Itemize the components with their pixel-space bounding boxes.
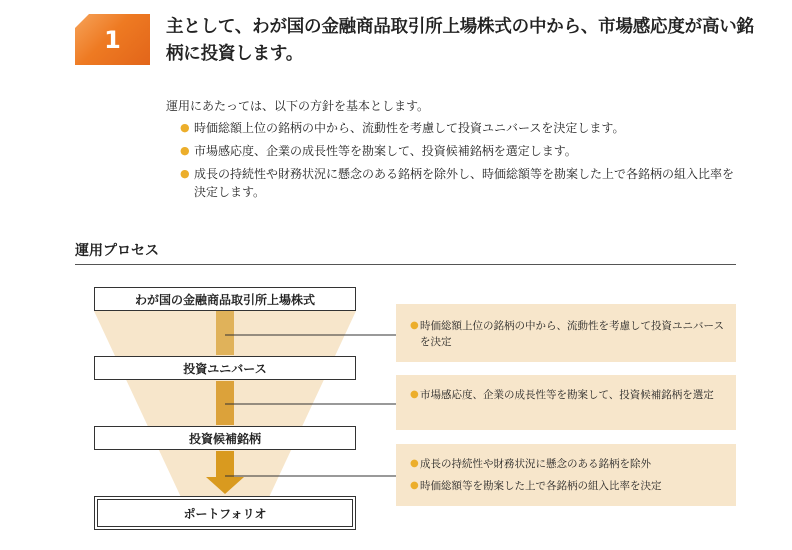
arrow-segment bbox=[216, 311, 234, 355]
process-note bbox=[396, 444, 736, 506]
note-text: 時価総額等を勘案した上で各銘柄の組入比率を決定 bbox=[420, 480, 662, 492]
bullet-dot-icon: ● bbox=[410, 480, 419, 491]
policy-text: 市場感応度、企業の成長性等を勘案して、投資候補銘柄を選定します。 bbox=[194, 144, 577, 158]
section-number: 1 bbox=[104, 25, 121, 54]
note-line bbox=[410, 387, 724, 403]
note-line bbox=[410, 318, 724, 350]
note-text: 市場感応度、企業の成長性等を勘案して、投資候補銘柄を選定 bbox=[420, 389, 714, 401]
policy-text: 時価総額上位の銘柄の中から、流動性を考慮して投資ユニバースを決定します。 bbox=[194, 121, 625, 135]
page-heading: 主として、わが国の金融商品取引所上場株式の中から、市場感応度が高い銘柄に投資します。 bbox=[166, 17, 754, 64]
arrow-segment bbox=[216, 451, 234, 477]
note-line bbox=[410, 478, 724, 494]
note-line bbox=[410, 456, 724, 472]
note-text: 成長の持続性や財務状況に懸念のある銘柄を除外 bbox=[420, 458, 651, 470]
section-title: 運用プロセス bbox=[75, 243, 159, 259]
process-note bbox=[396, 375, 736, 430]
stage-box: 投資候補銘柄 bbox=[94, 426, 356, 450]
stage-box: わが国の金融商品取引所上場株式 bbox=[94, 287, 356, 311]
intro-text: 運用にあたっては、以下の方針を基本とします。 bbox=[166, 99, 430, 113]
bullet-dot-icon: ● bbox=[410, 320, 419, 331]
bullet-dot-icon: ● bbox=[180, 121, 190, 134]
policy-text: 成長の持続性や財務状況に懸念のある銘柄を除外し、時価総額等を勘案した上で各銘柄の組入比率を決定します。 bbox=[194, 167, 735, 199]
bullet-dot-icon: ● bbox=[180, 167, 190, 180]
bullet-dot-icon: ● bbox=[410, 458, 419, 469]
stage-label: ポートフォリオ bbox=[183, 506, 267, 521]
note-text: 時価総額上位の銘柄の中から、流動性を考慮して投資ユニバースを決定 bbox=[420, 320, 724, 348]
stage-box-final bbox=[94, 496, 356, 530]
stage-box: 投資ユニバース bbox=[94, 356, 356, 380]
arrow-segment bbox=[216, 381, 234, 425]
process-note bbox=[396, 304, 736, 362]
bullet-dot-icon: ● bbox=[410, 389, 419, 400]
bullet-dot-icon: ● bbox=[180, 144, 190, 157]
